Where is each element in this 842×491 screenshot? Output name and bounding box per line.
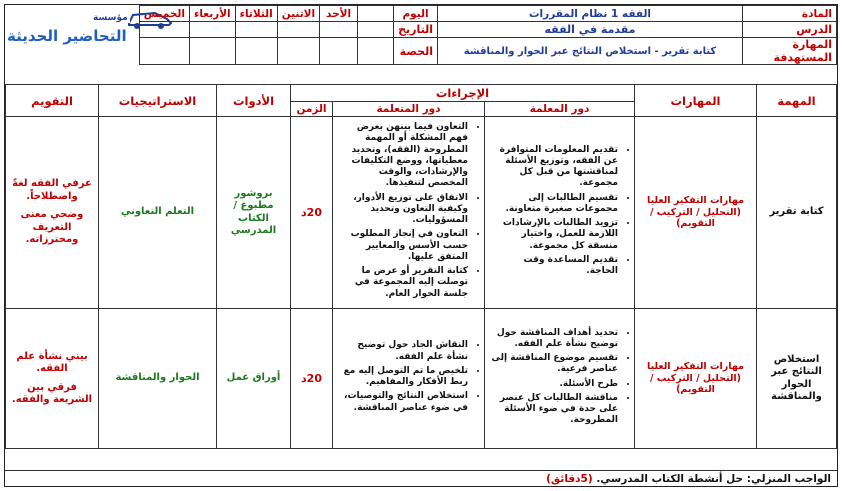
list-item: • تحديد أهداف المناقشة حول توضيح نشأة علم الفقه.	[489, 328, 618, 351]
list-item: • استخلاص النتائج والتوصيات، في ضوء عناصر المناقشة.	[337, 391, 468, 414]
procedures-table	[5, 84, 837, 449]
header-student-role: دور المتعلمة	[333, 102, 485, 117]
homework-label: الواجب المنزلي:	[746, 473, 831, 485]
skills-cell: مهارات التفكير العليا (التحليل / التركيب / التقويم)	[635, 117, 757, 309]
skill-value: كتابة تقرير - استخلاص النتائج عبر الحوار والمناقشة	[438, 38, 743, 65]
list-item: • تقسيم موضوع المناقشة إلى عناصر فرعية.	[489, 353, 618, 376]
strategy-cell: الحوار والمناقشة	[99, 309, 217, 449]
evaluation-cell	[6, 117, 99, 309]
header-skills: المهارات	[635, 85, 757, 117]
homework-duration: (5دقائق)	[546, 473, 593, 485]
evaluation-item: فرقي بين الشريعة والفقه.	[11, 381, 93, 405]
list-item: • تزويد الطالبات بالإرشادات اللازمة للعمل، واختيار منسقة كل مجموعة.	[489, 218, 618, 252]
evaluation-item: وضحي معنى التعريف ومحترزاته.	[20, 209, 84, 246]
student-role-cell	[333, 309, 485, 449]
student-role-cell	[333, 117, 485, 309]
task-cell: استخلاص النتائج عبر الحوار والمناقشة	[757, 309, 837, 449]
day-label: اليوم	[394, 6, 438, 22]
subject-label: المادة	[743, 6, 837, 22]
homework-footer	[5, 470, 837, 487]
teacher-role-cell	[485, 117, 635, 309]
table-row	[6, 309, 837, 449]
date-label: التاريخ	[394, 22, 438, 38]
time-cell: 20د	[291, 309, 333, 449]
header-procedures: الإجراءات	[291, 85, 635, 102]
list-item: • التعاون في إنجاز المطلوب حسب الأسس والمعايير المتفق عليها.	[337, 229, 468, 263]
header-strategies: الاستراتيجيات	[99, 85, 217, 117]
tools-cell: أوراق عمل	[217, 309, 291, 449]
list-item: • تقديم المعلومات المتوافرة عن الفقه، وتوزيع الأسئلة لمناقشتها من قبل كل مجموعة.	[489, 145, 618, 190]
lesson-value: مقدمة في الفقه	[438, 22, 743, 38]
evaluation-item: عرفي الفقه لغةً واصطلاحاً.	[12, 178, 92, 202]
day-thursday: الخميس	[139, 6, 189, 22]
logo-line1: مؤسسة	[93, 13, 128, 23]
skills-cell: مهارات التفكير العليا (التحليل / التركيب / التقويم)	[635, 309, 757, 449]
list-item: • مناقشة الطالبات كل عنصر على حدة في ضوء الأسئلة المطروحة.	[489, 393, 618, 427]
evaluation-cell	[6, 309, 99, 449]
lesson-plan-page	[4, 4, 838, 487]
header-tools: الأدوات	[217, 85, 291, 117]
day-tuesday: الثلاثاء	[235, 6, 277, 22]
period-label: الحصة	[394, 38, 438, 65]
list-item: • التعاون فيما بينهن بغرض فهم المشكلة أو المهمة المطروحة (الفقه)، وتحديد معطياتها، ووضع التكليفات والإرشادات، والوقت المخصص لتنفيذها.	[337, 122, 468, 190]
task-cell: كتابة تقرير	[757, 117, 837, 309]
subject-value: الفقه 1 نظام المقررات	[438, 6, 743, 22]
list-item: • النقاش الجاد حول توضيح نشأة علم الفقه.	[337, 340, 468, 363]
evaluation-item: بيني نشأة علم الفقه.	[16, 350, 88, 374]
list-item: • طرح الأسئلة.	[489, 379, 618, 390]
day-monday: الاثنين	[277, 6, 319, 22]
strategy-cell: التعلم التعاوني	[99, 117, 217, 309]
header-task: المهمة	[757, 85, 837, 117]
teacher-role-cell	[485, 309, 635, 449]
table-row	[6, 117, 837, 309]
day-sunday: الأحد	[320, 6, 358, 22]
list-item: • تلخيص ما تم التوصل إليه مع ربط الأفكار والمفاهيم.	[337, 366, 468, 389]
header-table	[5, 5, 837, 65]
header-teacher-role: دور المعلمة	[485, 102, 635, 117]
tools-cell: بروشور مطبوع / الكتاب المدرسي	[217, 117, 291, 309]
time-cell: 20د	[291, 117, 333, 309]
list-item: • تقديم المساعدة وقت الحاجة.	[489, 255, 618, 278]
skill-label: المهارة المستهدفة	[743, 38, 837, 65]
day-wednesday: الأربعاء	[189, 6, 235, 22]
list-item: • كتابة التقرير أو عرض ما توصلت إليه المجموعة في جلسة الحوار العام.	[337, 266, 468, 300]
header-time: الزمن	[291, 102, 333, 117]
list-item: • تقسيم الطالبات إلى مجموعات صغيرة متعاونة.	[489, 193, 618, 216]
logo-line2: التحاضير الحديثة	[7, 27, 127, 45]
list-item: • الاتفاق على توزيع الأدوار، وكيفية التعاون وتحديد المسؤوليات.	[337, 193, 468, 227]
lesson-label: الدرس	[743, 22, 837, 38]
header-evaluation: التقويم	[6, 85, 99, 117]
homework-text: حل أنشطة الكتاب المدرسي.	[596, 473, 744, 485]
